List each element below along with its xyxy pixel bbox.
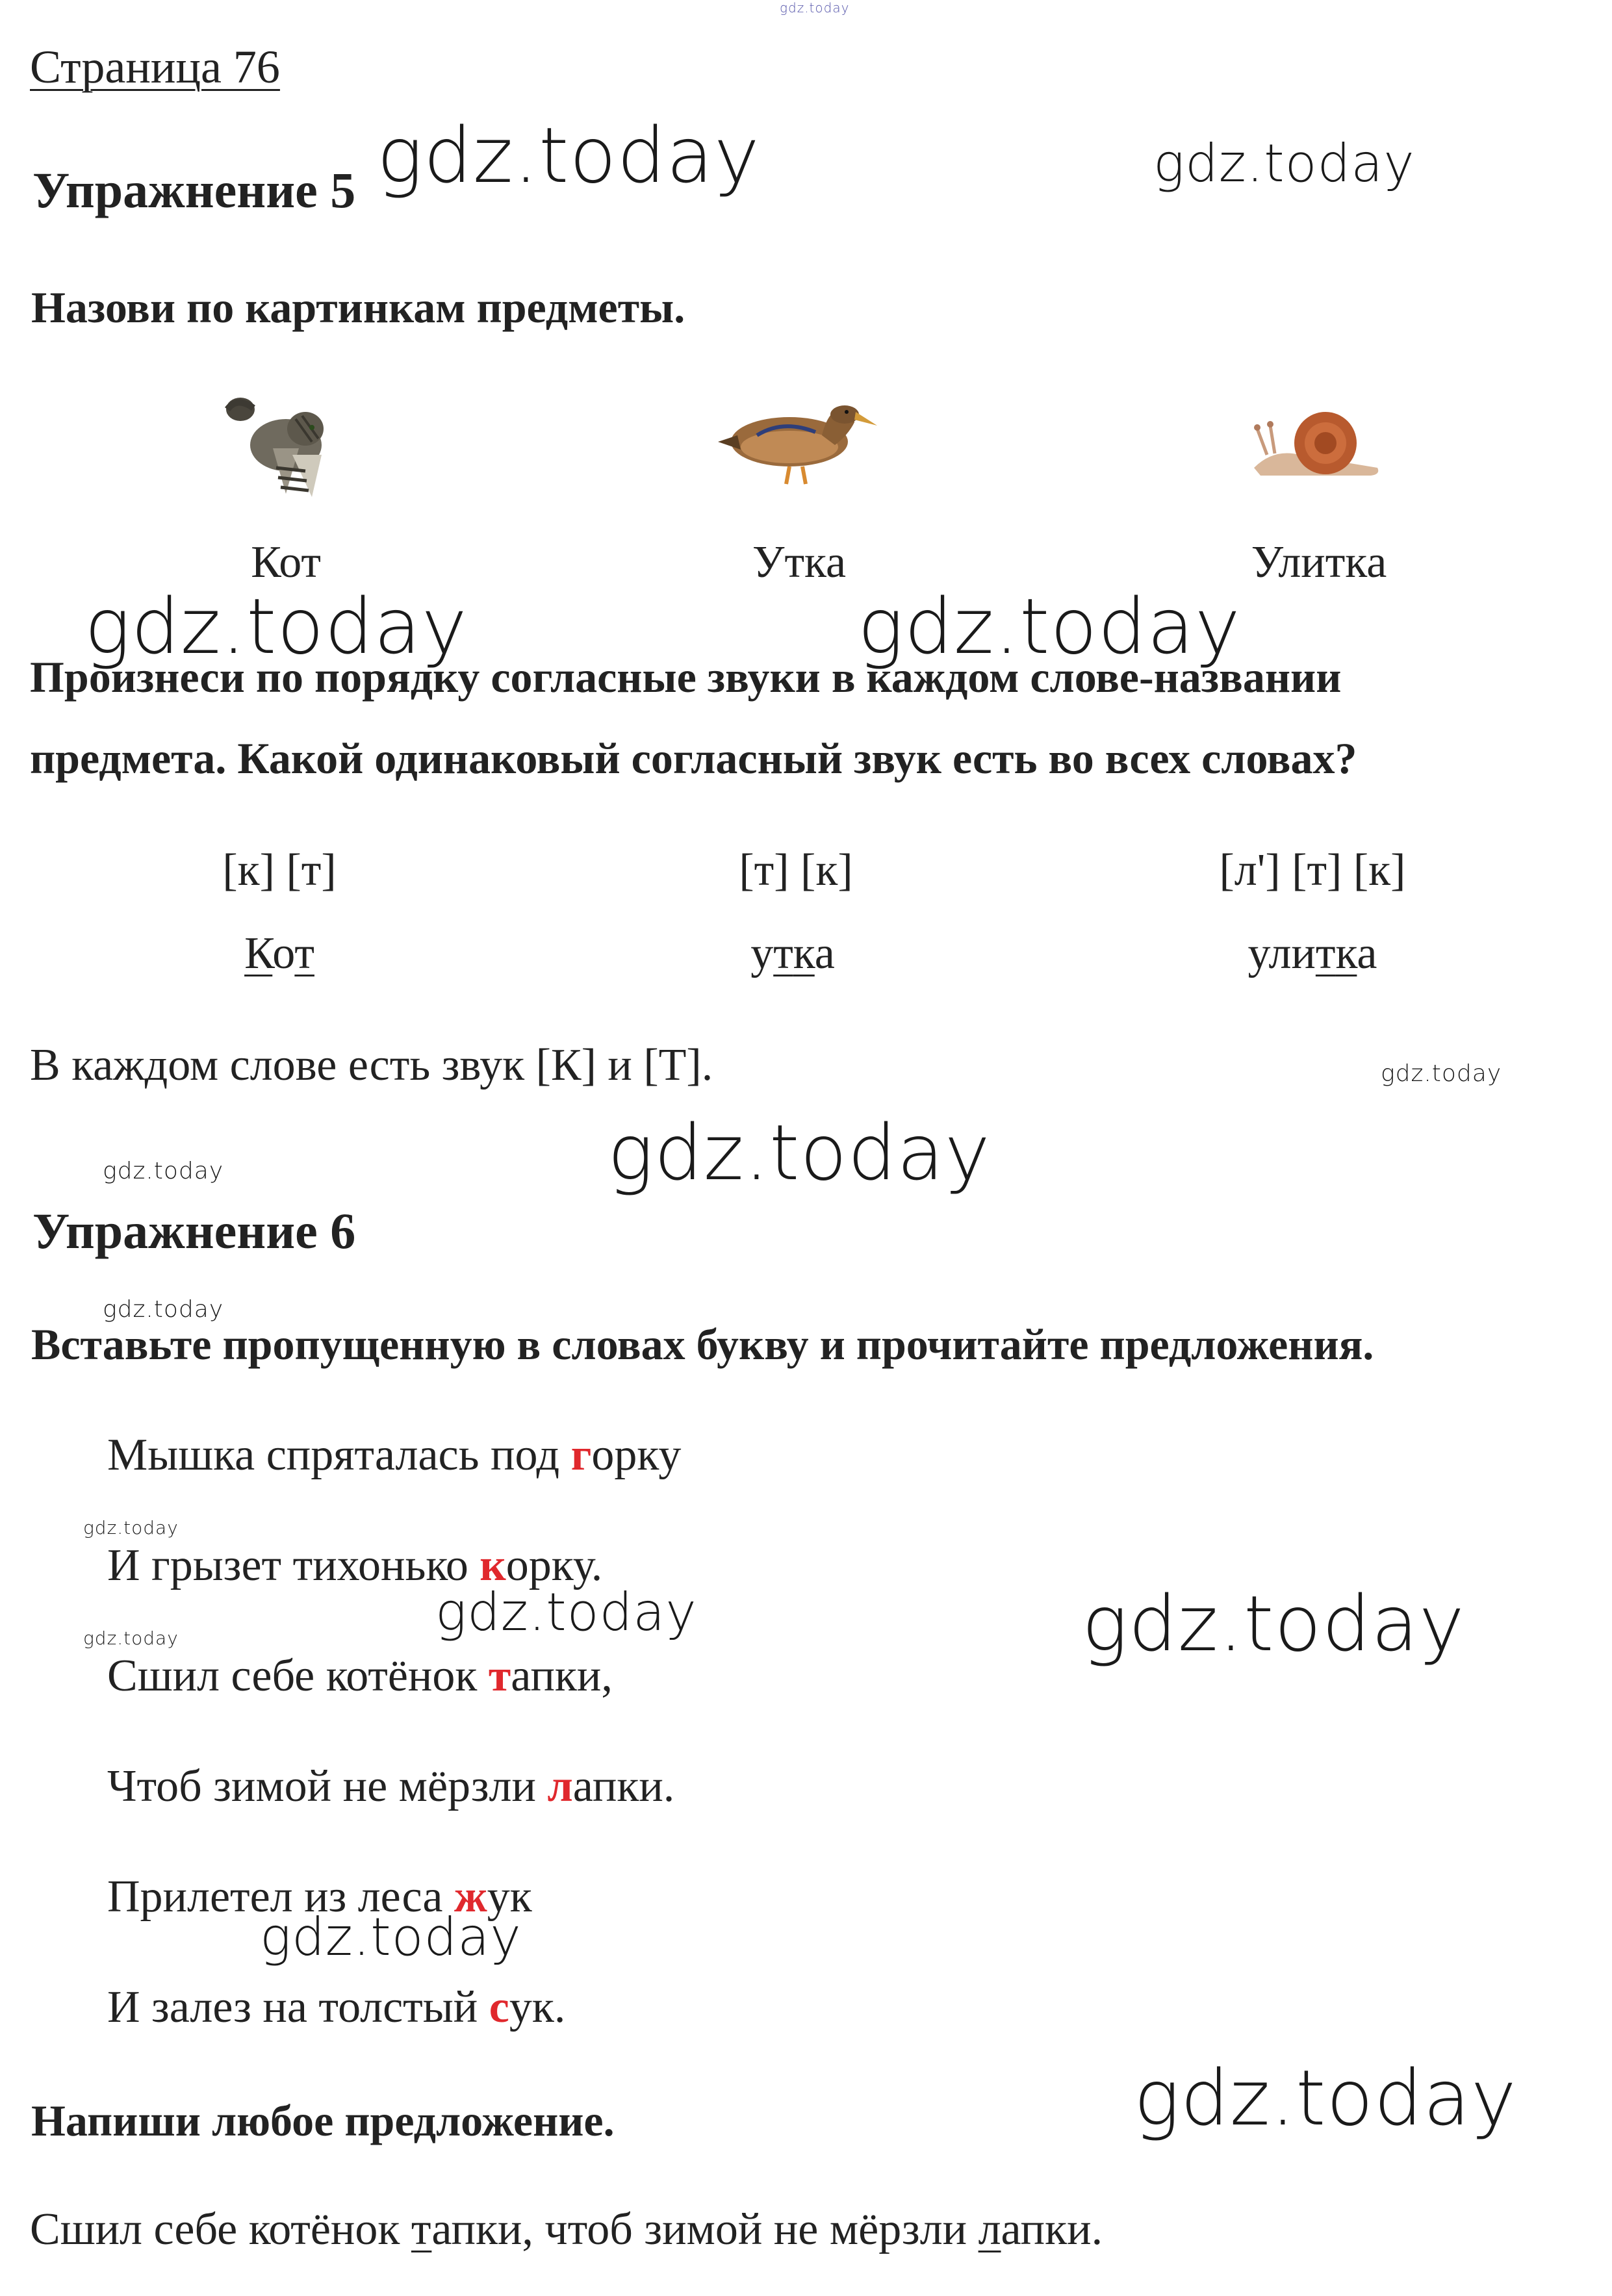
exercise-5-answer: В каждом слове есть звук [К] и [Т]. bbox=[30, 1040, 713, 1090]
exercise-5-task-line-1: Произнеси по порядку согласные звуки в каждом слове-названии bbox=[30, 652, 1342, 702]
page-title: Страница 76 bbox=[30, 41, 280, 93]
watermark: gdz.today bbox=[83, 1627, 179, 1649]
watermark: gdz.today bbox=[377, 110, 760, 200]
watermark: gdz.today bbox=[608, 1108, 991, 1197]
watermark: gdz.today bbox=[1381, 1060, 1502, 1087]
word-cat: Кот bbox=[244, 928, 314, 978]
watermark: gdz.today bbox=[260, 1907, 522, 1967]
picture-label-snail: Улитка bbox=[1251, 537, 1387, 587]
watermark: gdz.today bbox=[780, 0, 850, 16]
exercise-6-answer: Сшил себе котёнок тапки, чтоб зимой не мёрзли лапки. bbox=[30, 2204, 1103, 2254]
watermark: gdz.today bbox=[1082, 1579, 1465, 1668]
poem-line: Чтоб зимой не мёрзли лапки. bbox=[107, 1761, 675, 1811]
watermark: gdz.today bbox=[84, 581, 468, 671]
exercise-6-heading: Упражнение 6 bbox=[32, 1203, 356, 1259]
sounds-cat: [к] [т] bbox=[222, 845, 337, 895]
poem-line: Сшил себе котёнок тапки, bbox=[107, 1651, 613, 1701]
watermark: gdz.today bbox=[858, 581, 1241, 671]
picture-label-cat: Кот bbox=[251, 537, 321, 587]
word-snail: улитка bbox=[1247, 928, 1377, 978]
watermark: gdz.today bbox=[103, 1296, 224, 1323]
exercise-6-task-2: Напиши любое предложение. bbox=[31, 2096, 615, 2145]
snail-photo-icon bbox=[1247, 403, 1384, 481]
word-duck: утка bbox=[750, 928, 835, 978]
watermark: gdz.today bbox=[1134, 2053, 1517, 2143]
watermark: gdz.today bbox=[435, 1582, 697, 1642]
poem-line: Прилетел из леса жук bbox=[107, 1872, 532, 1922]
watermark: gdz.today bbox=[103, 1158, 224, 1184]
cat-photo-icon bbox=[214, 390, 338, 504]
exercise-5-task-line-2: предмета. Какой одинаковый согласный звук есть во всех словах? bbox=[30, 733, 1357, 783]
sounds-snail: [л'] [т] [к] bbox=[1219, 845, 1406, 895]
exercise-5-task: Назови по картинкам предметы. bbox=[31, 283, 685, 332]
poem-line: И залез на толстый сук. bbox=[107, 1982, 566, 2032]
duck-photo-icon bbox=[718, 390, 880, 487]
watermark: gdz.today bbox=[1153, 133, 1415, 194]
exercise-6-task: Вставьте пропущенную в словах букву и прочитайте предложения. bbox=[31, 1320, 1374, 1369]
poem-line: Мышка спряталась под горку bbox=[107, 1430, 682, 1480]
exercise-5-heading: Упражнение 5 bbox=[32, 162, 356, 218]
watermark: gdz.today bbox=[83, 1517, 179, 1538]
picture-label-duck: Утка bbox=[752, 537, 847, 587]
sounds-duck: [т] [к] bbox=[739, 845, 853, 895]
poem-line: И грызет тихонько корку. bbox=[107, 1540, 603, 1590]
